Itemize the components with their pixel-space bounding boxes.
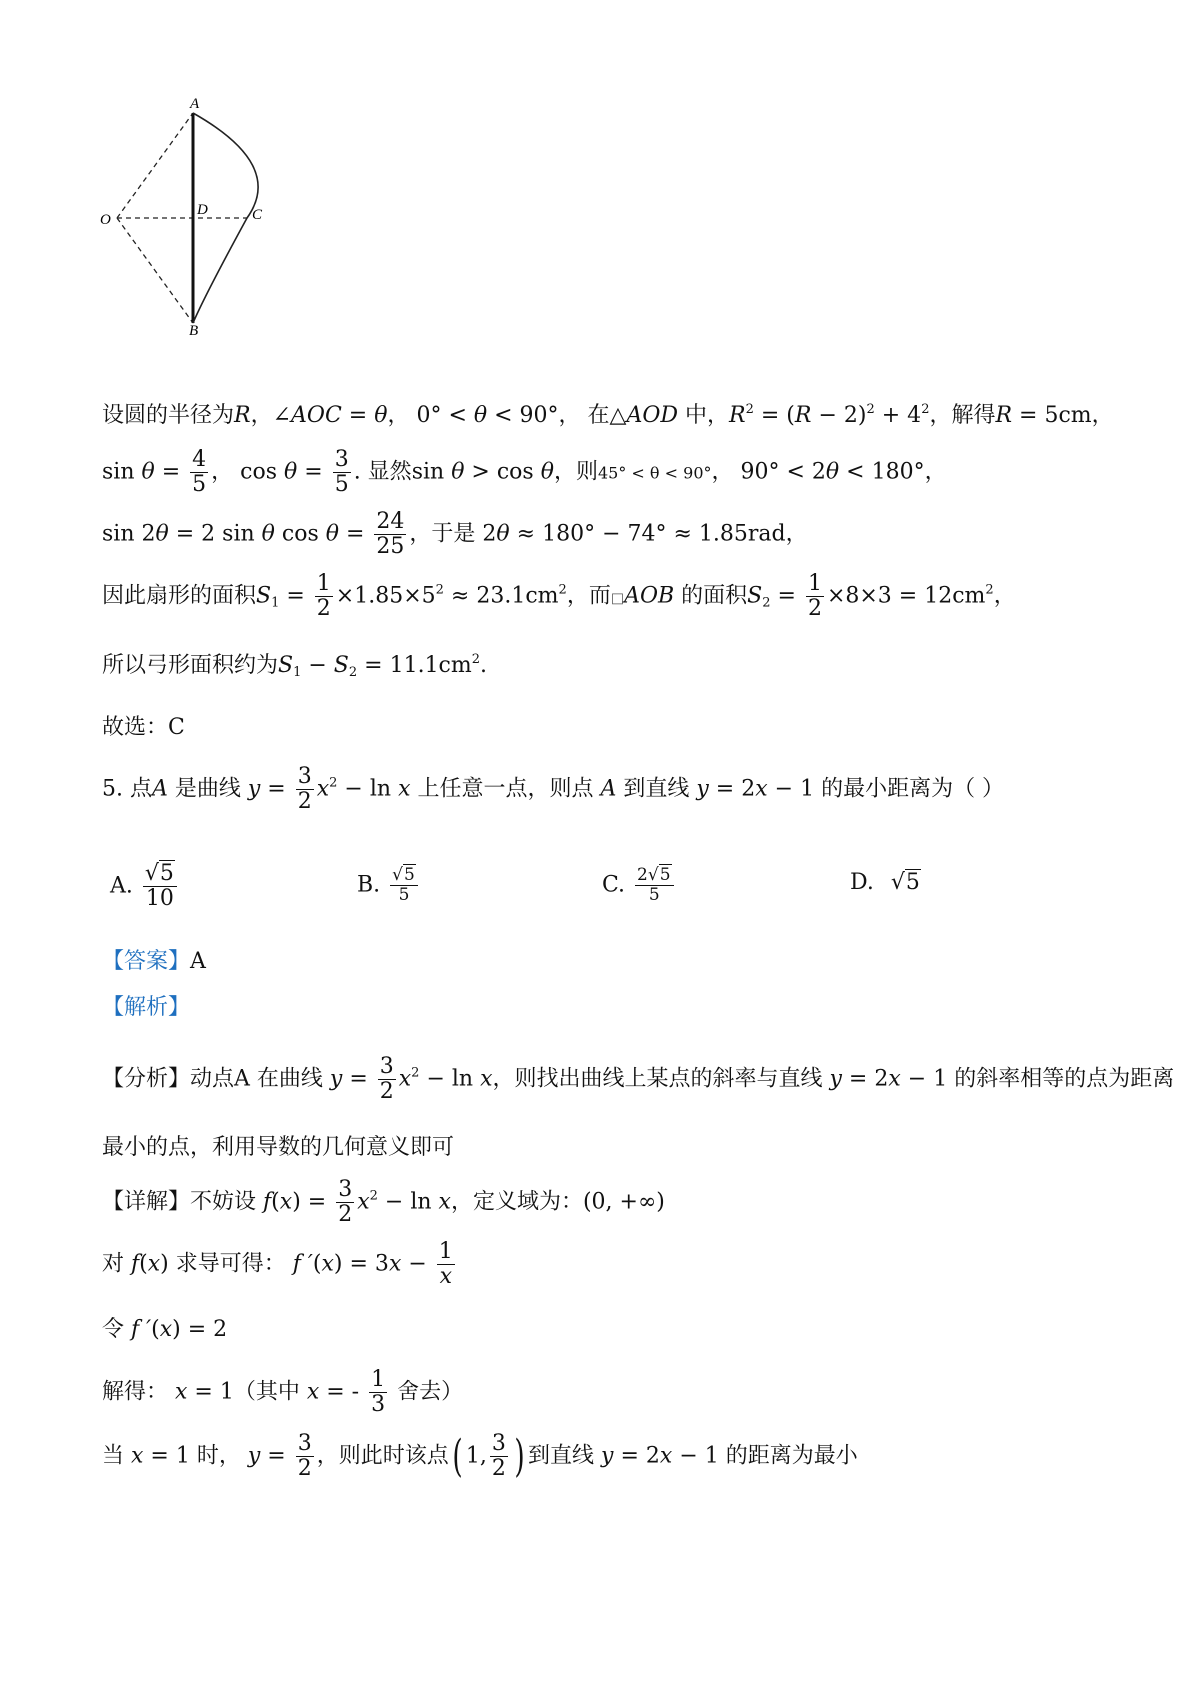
analysis-tag: 【解析】	[102, 995, 191, 1020]
segment-OB	[117, 218, 193, 323]
question-5: 5. 点A 是曲线 y = $\frac{3}{2}$ $x^2 - \ln x$ 上任意一点，则点 A 到直线 y = 2x − 1 的最小距离为（ ）	[102, 764, 1005, 814]
option-C[interactable]: C. $\frac{2√5}{5}$	[602, 866, 677, 905]
solution-line-1: 设圆的半径为R，∠AOC = θ， 0° < θ < 90°， 在△AOD 中，$R^2 = (R - 2)^2 + 4^2$，解得R = 5cm，	[102, 402, 1114, 428]
detail-line-3: 令 f ′(x) = 2	[102, 1317, 228, 1342]
solution-line-2: sin θ = $\frac{4}{5}$ ， cos θ = $\frac{3}{5}$ . 显然sin θ > cos θ，则45° < θ < 90°， 90° < 2θ < 180°，	[102, 447, 947, 497]
answer-tag: 【答案】	[102, 949, 191, 974]
label-B: B	[189, 323, 199, 339]
analysis-line: 【分析】动点A 在曲线 y = $\frac{3}{2}$ $x^2 - \ln x$，则找出曲线上某点的斜率与直线 y = 2x − 1 的斜率相等的点为距离	[102, 1054, 1175, 1104]
option-A[interactable]: A. $\frac{√5}{10}$	[110, 862, 180, 911]
detail-line-5: 当 x = 1 时， y = $\frac{3}{2}$ ，则此时该点( 1, $\frac{3}{2}$ ) 到直线 y = 2x − 1 的距离为最小	[102, 1430, 858, 1482]
analysis-line-cont: 最小的点，利用导数的几何意义即可	[102, 1135, 455, 1160]
solution-line-4: 因此扇形的面积$S_1$ = $\frac{1}{2}$ $\times 1.85\times 5^2 \approx 23.1cm^2$，而□AOB 的面积$S_2$ = $\frac{1}{2}$ $\times 8\times 3 = 12cm^2$，	[102, 571, 1016, 621]
detail-line-1: 【详解】不妨设 f(x) = $\frac{3}{2}$ $x^2 - \ln x$，定义域为：(0, +∞)	[102, 1177, 665, 1227]
option-B[interactable]: B. $\frac{√5}{5}$	[357, 866, 421, 905]
label-O: O	[100, 212, 111, 228]
circle-segment-figure	[95, 95, 295, 355]
option-D[interactable]: D. √5	[850, 870, 920, 895]
label-A: A	[190, 96, 200, 112]
solution-line-3: sin 2θ = 2 sin θ cos θ = $\frac{24}{25}$ ，于是 2θ ≈ 180° − 74° ≈ 1.85rad，	[102, 509, 808, 559]
detail-line-2: 对 f(x) 求导可得： f ′(x) = 3x − $\frac{1}{x}$	[102, 1239, 453, 1289]
label-D: D	[197, 202, 208, 218]
segment-OA	[117, 113, 193, 218]
solution-conclusion: 故选：C	[102, 715, 185, 740]
label-C: C	[252, 207, 263, 223]
solution-line-5: 所以弓形面积约为$S_1 - S_2 = 11.1cm^2$.	[102, 652, 488, 680]
detail-line-4: 解得： x = 1（其中 x = - $\frac{1}{3}$ 舍去）	[102, 1367, 464, 1417]
answer-line: 【答案】A	[102, 949, 206, 974]
